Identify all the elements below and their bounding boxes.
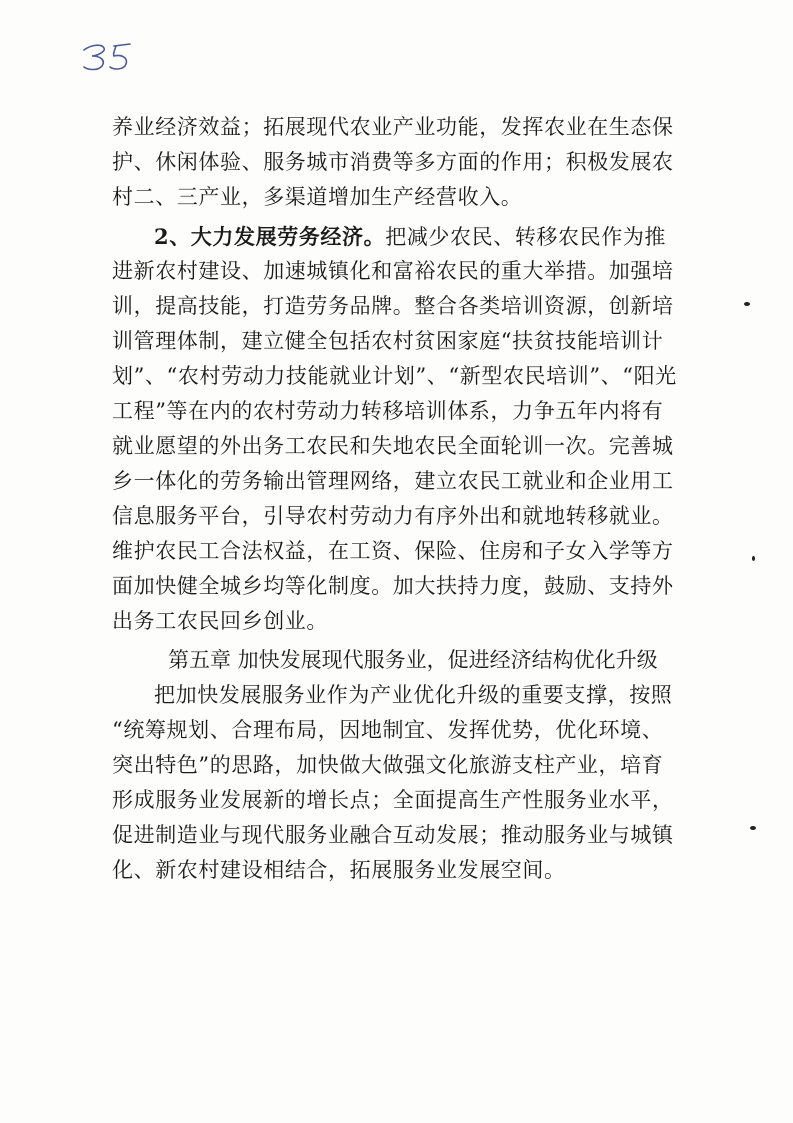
paragraph-line: 就业愿望的外出务工农民和失地农民全面轮训一次。完善城: [112, 434, 674, 458]
paragraph-line: 出务工农民回乡创业。: [112, 609, 328, 633]
scan-speck: [744, 302, 750, 306]
paragraph-line: 把加快发展服务业作为产业优化升级的重要支撑，按照: [154, 683, 673, 707]
paragraph-first-line: [112, 219, 692, 254]
paragraph-line: 训，提高技能，打造劳务品牌。整合各类培训资源，创新培: [112, 294, 674, 318]
paragraph-line: 训管理体制，建立健全包括农村贫困家庭“扶贫技能培训计: [112, 329, 664, 353]
paragraph-line: 护、休闲体验、服务城市消费等多方面的作用；积极发展农: [112, 150, 674, 174]
paragraph-line: 促进制造业与现代服务业融合互动发展；推动服务业与城镇: [112, 823, 674, 847]
paragraph-line: 乡一体化的劳务输出管理网络，建立农民工就业和企业用工: [112, 469, 674, 493]
paragraph-line: 面加快健全城乡均等化制度。加大扶持力度，鼓励、支持外: [112, 574, 674, 598]
paragraph-line: “统筹规划、合理布局，因地制宜、发挥优势，优化环境、: [112, 718, 664, 742]
section-heading: 2、大力发展劳务经济。: [154, 224, 386, 249]
paragraph-line: 维护农民工合法权益，在工资、保险、住房和子女入学等方: [112, 539, 674, 563]
paragraph-line: 信息服务平台，引导农村劳动力有序外出和就地转移就业。: [112, 504, 674, 528]
paragraph-line: 化、新农村建设相结合，拓展服务业发展空间。: [112, 858, 566, 882]
paragraph-line-rest: 把减少农民、转移农民作为推: [385, 225, 667, 249]
handwritten-page-number: [80, 38, 144, 74]
paragraph-line: 形成服务业发展新的增长点；全面提高生产性服务业水平，: [112, 788, 674, 812]
paragraph-line: 工程”等在内的农村劳动力转移培训体系，力争五年内将有: [112, 399, 664, 423]
scan-speck: [752, 556, 755, 561]
chapter-title: 第五章 加快发展现代服务业，促进经济结构优化升级: [168, 648, 658, 672]
paragraph-line: 村二、三产业，多渠道增加生产经营收入。: [112, 185, 523, 209]
paragraph-line: 突出特色”的思路，加快做大做强文化旅游支柱产业，培育: [112, 753, 664, 777]
paragraph-line: 划”、“农村劳动力技能就业计划”、“新型农民培训”、“阳光: [112, 364, 677, 388]
paragraph-line: 养业经济效益；拓展现代农业产业功能，发挥农业在生态保: [112, 115, 674, 139]
paragraph-line: 进新农村建设、加速城镇化和富裕农民的重大举措。加强培: [112, 259, 674, 283]
body-text: [112, 110, 692, 888]
scan-speck: [750, 826, 756, 830]
